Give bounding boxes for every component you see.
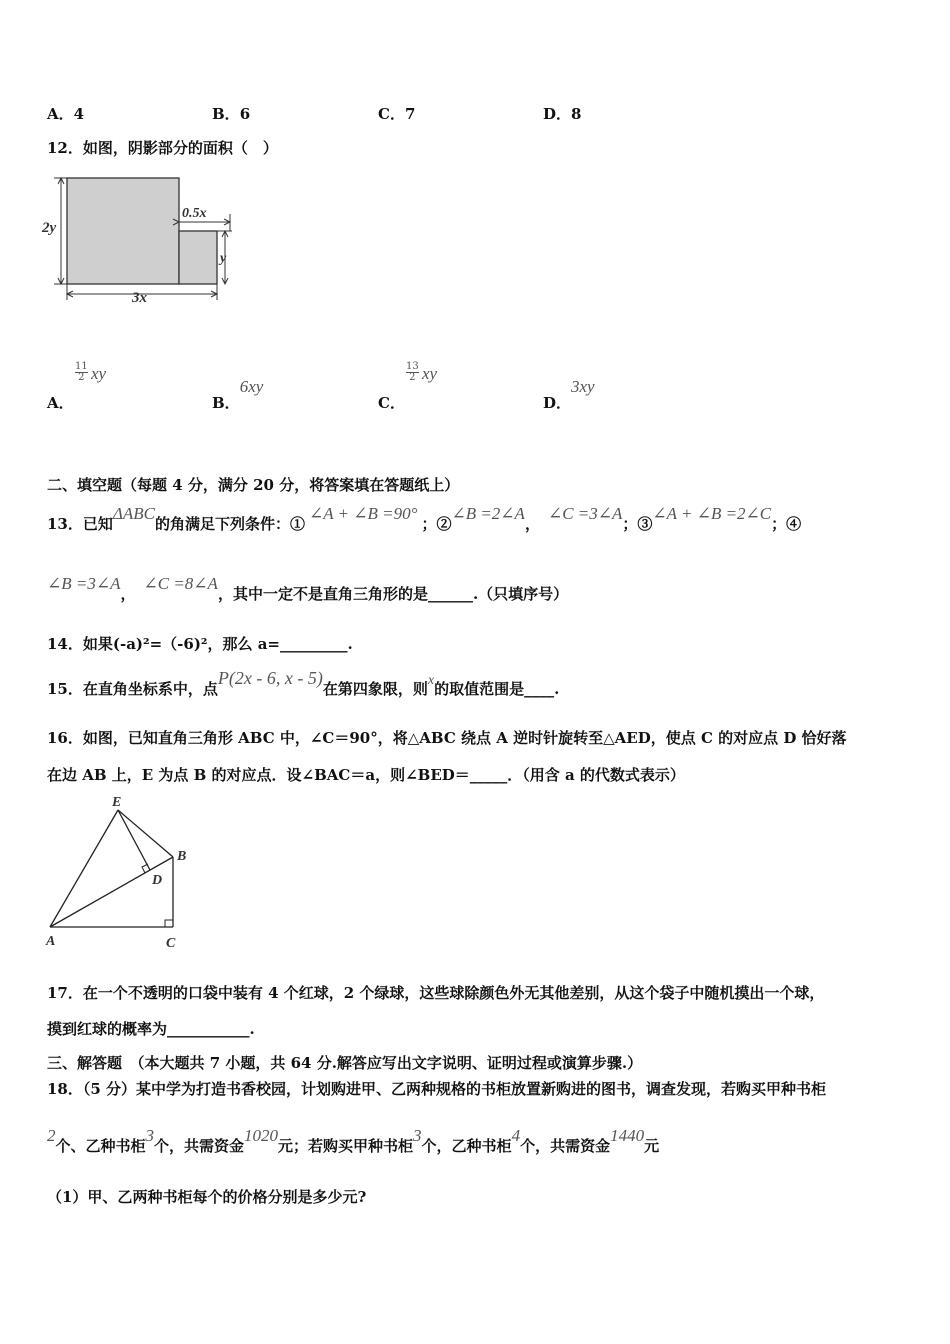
q16-label-b: B	[177, 849, 187, 864]
q11-option-a: A．4	[47, 105, 85, 123]
q12-label-3x: 3x	[132, 290, 147, 305]
q12-label-05x: 0.5x	[182, 206, 207, 221]
q16-line1: 16．如图，已知直角三角形 ABC 中，∠C＝90°，将△ABC 绕点 A 逆时针旋转至△AED，使点 C 的对应点 D 恰好落	[47, 729, 847, 747]
section2-title: 二、填空题（每题 4 分，满分 20 分，将答案填在答题纸上）	[47, 476, 460, 494]
q16-label-e: E	[112, 795, 122, 810]
q16-side-ab	[50, 857, 173, 927]
fraction: $\frac{11}{2}$	[75, 361, 88, 383]
q16-right-angle-c	[165, 920, 173, 927]
q18-line1: 18．（5 分）某中学为打造书香校园，计划购进甲、乙两种规格的书柜放置新购进的图书，调查发现，若购买甲种书柜	[47, 1080, 827, 1098]
q11-option-d: D．8	[543, 105, 582, 123]
q16-label-a: A	[46, 934, 56, 949]
q12-small-rect	[179, 231, 217, 284]
q14-text: 14．如果(-a)²=（-6)²，那么 a=_________.	[47, 635, 353, 653]
q17-line2: 摸到红球的概率为___________.	[47, 1020, 255, 1038]
q15-text: 15．在直角坐标系中，点P(2x - 6, x - 5)在第四象限，则x的取值范围是____.	[47, 668, 560, 698]
q13-line1: 13．已知ΔABC的角满足下列条件：①∠A + ∠B =90°；②∠B =2∠A，∠C =3∠A；③∠A + ∠B =2∠C；④	[47, 504, 802, 533]
q13-line2: ∠B =3∠A，∠C =8∠A，其中一定不是直角三角形的是______.（只填序号）	[47, 574, 569, 603]
q18-line2: 2个、乙种书柜3个，共需资金1020元；若购买甲种书柜3个，乙种书柜4个，共需资金1440元	[47, 1126, 660, 1155]
q12-option-d: D．3xy	[543, 377, 595, 412]
fraction: $\frac{13}{2}$	[406, 361, 419, 383]
section3-title: 三、解答题 （本大题共 7 小题，共 64 分.解答应写出文字说明、证明过程或演算步骤.）	[47, 1054, 643, 1072]
q12-label-y: y	[220, 251, 227, 266]
q11-option-c: C．7	[378, 105, 416, 123]
q17-line1: 17．在一个不透明的口袋中装有 4 个红球，2 个绿球，这些球除颜色外无其他差别，从这个袋子中随机摸出一个球，	[47, 984, 825, 1002]
q16-side-ed	[118, 810, 150, 870]
q12-stem: 12．如图，阴影部分的面积（ ）	[47, 139, 278, 157]
q16-side-eb	[118, 810, 173, 857]
q16-label-c: C	[166, 936, 176, 951]
q12-big-rect	[67, 178, 179, 284]
q12-label-2y: 2y	[42, 220, 57, 236]
q18-sub1: （1）甲、乙两种书柜每个的价格分别是多少元?	[47, 1188, 367, 1206]
q16-figure	[40, 790, 200, 955]
q11-option-b: B．6	[212, 105, 251, 123]
q12-option-b: B．6xy	[212, 377, 264, 412]
q16-label-d: D	[152, 873, 163, 888]
q12-figure	[40, 170, 240, 305]
q16-side-ae	[50, 810, 118, 927]
q16-line2: 在边 AB 上，E 为点 B 的对应点．设∠BAC＝a，则∠BED＝_____．（用含 a 的代数式表示）	[47, 766, 685, 784]
